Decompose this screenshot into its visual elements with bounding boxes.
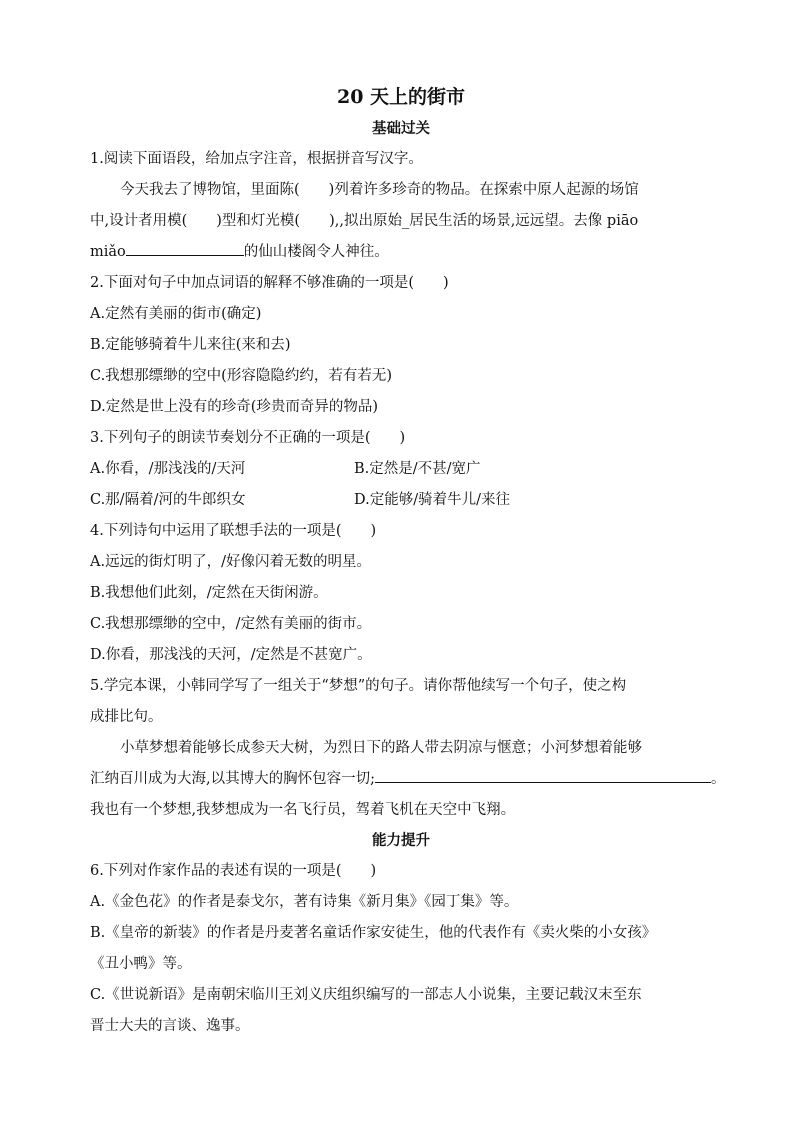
q6-option-a: A.《金色花》的作者是泰戈尔，著有诗集《新月集》《园丁集》等。 [90,894,519,910]
q3-options-row-2 [90,485,712,516]
q5-passage-line-2 [90,764,726,795]
q4-option-d: D.你看，那浅浅的天河，/定然是不甚宽广。 [90,647,372,663]
q4-option-c: C.我想那缥缈的空中，/定然有美丽的街市。 [90,616,372,632]
q5-answer-blank[interactable] [375,766,711,783]
q6-option-b-line-1: B.《皇帝的新装》的作者是丹麦著名童话作家安徒生，他的代表作有《卖火柴的小女孩》 [90,925,657,941]
q6-option-b-line-2: 《丑小鸭》等。 [90,956,192,972]
q3-options-row-1 [90,454,712,485]
q1-passage-line-1: 今天我去了博物馆，里面陈( )列着许多珍奇的物品。在探索中原人起源的场馆 [120,182,639,198]
q1-passage-line-2: 中,设计者用模( )型和灯光模( ),,拟出原始_居民生活的场景,远远望。去像 piāo [90,213,639,229]
q5-period: 。 [711,771,726,787]
q4-stem: 4.下列诗句中运用了联想手法的一项是( ) [90,523,377,539]
q4-option-b: B.我想他们此刻，/定然在天街闲游。 [90,585,328,601]
q1-passage-tail: 的仙山楼阁令人神往。 [243,244,389,260]
q5-passage-text: 汇纳百川成为大海,以其博大的胸怀包容一切; [90,771,375,787]
q2-option-d: D.定然是世上没有的珍奇(珍贵而奇异的物品) [90,399,379,415]
section-heading-advanced: 能力提升 [372,832,430,849]
q6-option-c-line-1: C.《世说新语》是南朝宋临川王刘义庆组织编写的一部志人小说集，主要记载汉末至东 [90,987,642,1003]
q1-passage-line-3 [90,237,712,268]
q1-answer-blank[interactable] [126,239,244,256]
q5-stem-line-2: 成排比句。 [90,709,163,725]
q2-option-c: C.我想那缥缈的空中(形容隐隐约约，若有若无) [90,368,392,384]
q5-passage-line-1: 小草梦想着能够长成参天大树，为烈日下的路人带去阴凉与惬意；小河梦想着能够 [120,740,642,756]
worksheet-content [90,80,726,1042]
q3-stem: 3.下列句子的朗读节奏划分不正确的一项是( ) [90,430,406,446]
q1-stem: 1.阅读下面语段，给加点字注音，根据拼音写汉字。 [90,151,423,167]
q2-stem: 2.下面对句子中加点词语的解释不够准确的一项是( ) [90,275,449,291]
q2-option-b: B.定能够骑着牛儿来往(来和去) [90,337,291,353]
q4-option-a: A.远远的街灯明了，/好像闪着无数的明星。 [90,554,371,570]
q6-option-c-line-2: 晋士大夫的言谈、逸事。 [90,1018,250,1034]
q5-stem-line-1: 5.学完本课，小韩同学写了一组关于“梦想”的句子。请你帮他续写一个句子，使之构 [90,678,627,694]
q3-option-d: D.定能够/骑着牛儿/来往 [354,492,510,508]
q5-passage-line-3: 我也有一个梦想,我梦想成为一名飞行员，驾着飞机在天空中飞翔。 [90,802,516,818]
page-title: 20 天上的街市 [336,86,466,108]
q3-option-a: A.你看，/那浅浅的/天河 [90,461,246,477]
q6-stem: 6.下列对作家作品的表述有误的一项是( ) [90,863,377,879]
q2-option-a: A.定然有美丽的街市(确定) [90,306,262,322]
section-heading-basic: 基础过关 [372,120,430,137]
q1-pinyin: miǎo [90,244,126,260]
q3-option-c: C.那/隔着/河的牛郎织女 [90,492,246,508]
q3-option-b: B.定然是/不甚/宽广 [354,461,481,477]
